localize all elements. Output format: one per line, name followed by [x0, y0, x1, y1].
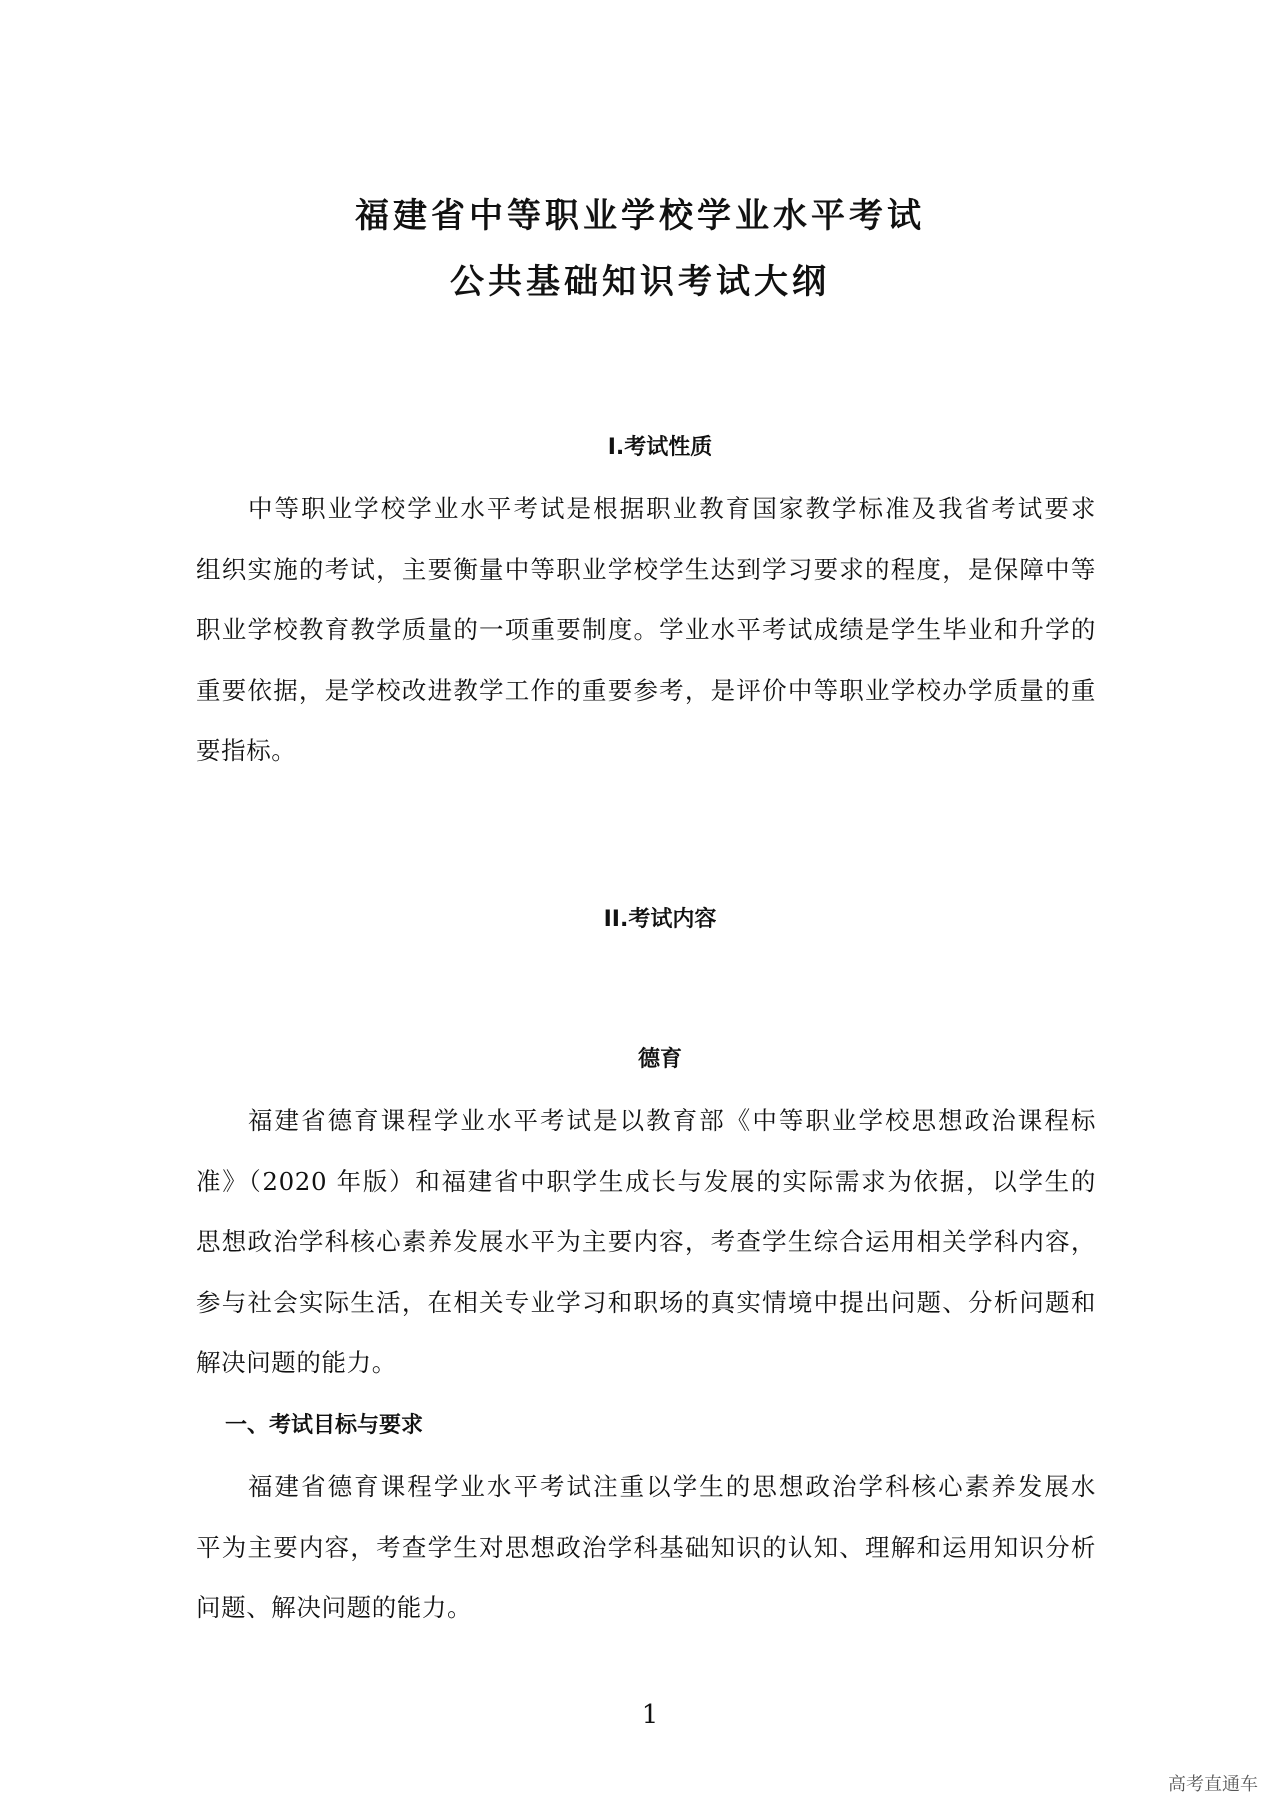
text-line: 福建省德育课程学业水平考试是以教育部《中等职业学校思想政治课程标 [248, 1106, 1096, 1135]
text-line: 重要依据，是学校改进教学工作的重要参考，是评价中等职业学校办学质量的重 [196, 675, 1096, 705]
watermark: 高考直通车 [1168, 1774, 1258, 1795]
text-line: 问题、解决问题的能力。 [196, 1593, 473, 1622]
text-line: 福建省德育课程学业水平考试注重以学生的思想政治学科核心素养发展水 [248, 1472, 1096, 1501]
text-line: 准》（2020 年版）和福建省中职学生成长与发展的实际需求为依据，以学生的 [196, 1166, 1096, 1196]
section-heading-exam-content: II.考试内容 [603, 907, 717, 932]
text-line: 思想政治学科核心素养发展水平为主要内容，考查学生综合运用相关学科内容， [196, 1227, 1096, 1256]
text-line: 中等职业学校学业水平考试是根据职业教育国家教学标准及我省考试要求 [248, 494, 1096, 523]
paragraph-exam-nature [196, 479, 1096, 782]
text-line: 平为主要内容，考查学生对思想政治学科基础知识的认知、理解和运用知识分析 [196, 1532, 1096, 1562]
text-line: 参与社会实际生活，在相关专业学习和职场的真实情境中提出问题、分析问题和 [196, 1287, 1096, 1317]
section-heading-exam-nature: I.考试性质 [607, 435, 713, 460]
text-line: 解决问题的能力。 [196, 1348, 397, 1377]
text-line: 要指标。 [196, 736, 297, 765]
sub-heading-goals: 一、考试目标与要求 [225, 1413, 424, 1438]
paragraph-goals [196, 1457, 1096, 1639]
subject-heading: 德育 [637, 1047, 682, 1072]
text-line: 组织实施的考试，主要衡量中等职业学校学生达到学习要求的程度，是保障中等 [196, 554, 1096, 584]
page-number: 1 [641, 1700, 659, 1730]
document-title-line-2: 公共基础知识考试大纲 [450, 262, 830, 302]
document-title-line-1: 福建省中等职业学校学业水平考试 [355, 196, 925, 236]
paragraph-moral-education [196, 1091, 1096, 1394]
text-line: 职业学校教育教学质量的一项重要制度。学业水平考试成绩是学生毕业和升学的 [196, 615, 1096, 644]
